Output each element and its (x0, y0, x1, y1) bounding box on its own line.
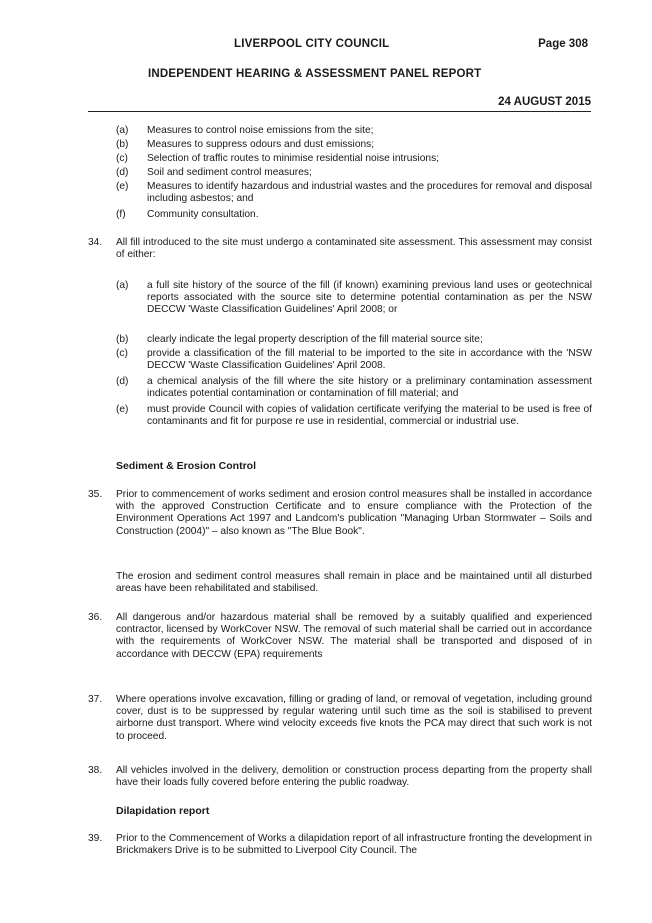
list-item (116, 153, 592, 165)
list-item-label: (d) (116, 376, 129, 387)
list-item-text: must provide Council with copies of validation certificate verifying the material to be used is free of contaminants and fit for purpose re use in residential, commercial or industrial use. (147, 404, 592, 428)
list-item (116, 376, 592, 401)
list-item-label: (b) (116, 334, 129, 345)
list-item-text: Measures to suppress odours and dust emissions; (147, 139, 375, 150)
list-item (116, 280, 592, 330)
council-name: LIVERPOOL CITY COUNCIL (234, 38, 390, 50)
condition-text: Where operations involve excavation, filling or grading of land, or removal of vegetation, including ground cover, dust is to be suppressed by regular watering until such time as the soil is stabilised to prevent airborne dust transport. Where wind velocity exceeds five knots the PCA may direct that such work is not to proceed. (116, 694, 592, 742)
list-item-text: Community consultation. (147, 209, 259, 220)
condition-text: All vehicles involved in the delivery, demolition or construction process departing from the property shall have their loads fully covered before entering the public roadway. (116, 765, 592, 789)
report-title: INDEPENDENT HEARING & ASSESSMENT PANEL REPORT (148, 68, 482, 80)
list-item (116, 139, 592, 151)
list-item-text: Selection of traffic routes to minimise residential noise intrusions; (147, 153, 439, 164)
condition-number: 39. (88, 833, 103, 844)
condition-number: 34. (88, 237, 103, 248)
list-item-label: (f) (116, 209, 126, 220)
list-item-label: (d) (116, 167, 129, 178)
list-item (116, 404, 592, 441)
list-item-text: Soil and sediment control measures; (147, 167, 312, 178)
condition-text: All dangerous and/or hazardous material shall be removed by a suitably qualified and experienced contractor, licensed by WorkCover NSW. The removal of such material shall be carried out in accordance with the requirements of WorkCover NSW. The material shall be transported and disposed of in accordance with DECCW (EPA) requirements (116, 612, 592, 660)
list-item (116, 125, 592, 137)
list-item-label: (e) (116, 181, 129, 192)
list-item-label: (b) (116, 139, 129, 150)
list-item-label: (c) (116, 348, 128, 359)
condition-text: Prior to commencement of works sediment and erosion control measures shall be installed in accordance with the approved Construction Certificate and to ensure compliance with the Protection of the Environment Operations Act 1997 and Landcom's publication "Managing Urban Stormwater – Soils and Construction (2004)" – also known as "The Blue Book". (116, 489, 592, 537)
list-item (116, 181, 592, 206)
header-divider (88, 111, 591, 112)
section-heading: Sediment & Erosion Control (116, 460, 257, 472)
list-item-label: (a) (116, 125, 129, 136)
condition-number: 38. (88, 765, 103, 776)
condition-text: The erosion and sediment control measures shall remain in place and be maintained until all disturbed areas have been rehabilitated and stabilised. (116, 571, 592, 595)
condition-number: 36. (88, 612, 103, 623)
condition-text: All fill introduced to the site must undergo a contaminated site assessment. This assessment may consist of either: (116, 237, 592, 261)
list-item (116, 334, 592, 346)
condition-number: 35. (88, 489, 103, 500)
page-number: Page 308 (538, 38, 588, 50)
list-item-text: Measures to control noise emissions from the site; (147, 125, 374, 136)
list-item-text: Measures to identify hazardous and industrial wastes and the procedures for removal and disposal including asbestos; and (147, 181, 592, 205)
condition-number: 37. (88, 694, 103, 705)
list-item-label: (a) (116, 280, 129, 291)
list-item (116, 167, 592, 179)
report-date: 24 AUGUST 2015 (498, 96, 591, 108)
condition-text: Prior to the Commencement of Works a dilapidation report of all infrastructure fronting the development in Brickmakers Drive is to be submitted to Liverpool City Council. The (116, 833, 592, 857)
section-heading: Dilapidation report (116, 805, 210, 817)
list-item (116, 209, 592, 221)
list-item-text: clearly indicate the legal property description of the fill material source site; (147, 334, 483, 345)
list-item-text: provide a classification of the fill material to be imported to the site in accordance with the 'NSW DECCW 'Waste Classification Guidelines' April 2008. (147, 348, 592, 372)
list-item-text: a full site history of the source of the fill (if known) examining previous land uses or geotechnical reports associated with the source site to determine potential contamination as per the NSW DECCW 'Waste Classification Guidelines' April 2008; or (147, 280, 592, 316)
list-item (116, 348, 592, 373)
list-item-label: (c) (116, 153, 128, 164)
list-item-text: a chemical analysis of the fill where the site history or a preliminary contamination assessment indicates potential contamination or contamination of fill material; and (147, 376, 592, 400)
list-item-label: (e) (116, 404, 129, 415)
